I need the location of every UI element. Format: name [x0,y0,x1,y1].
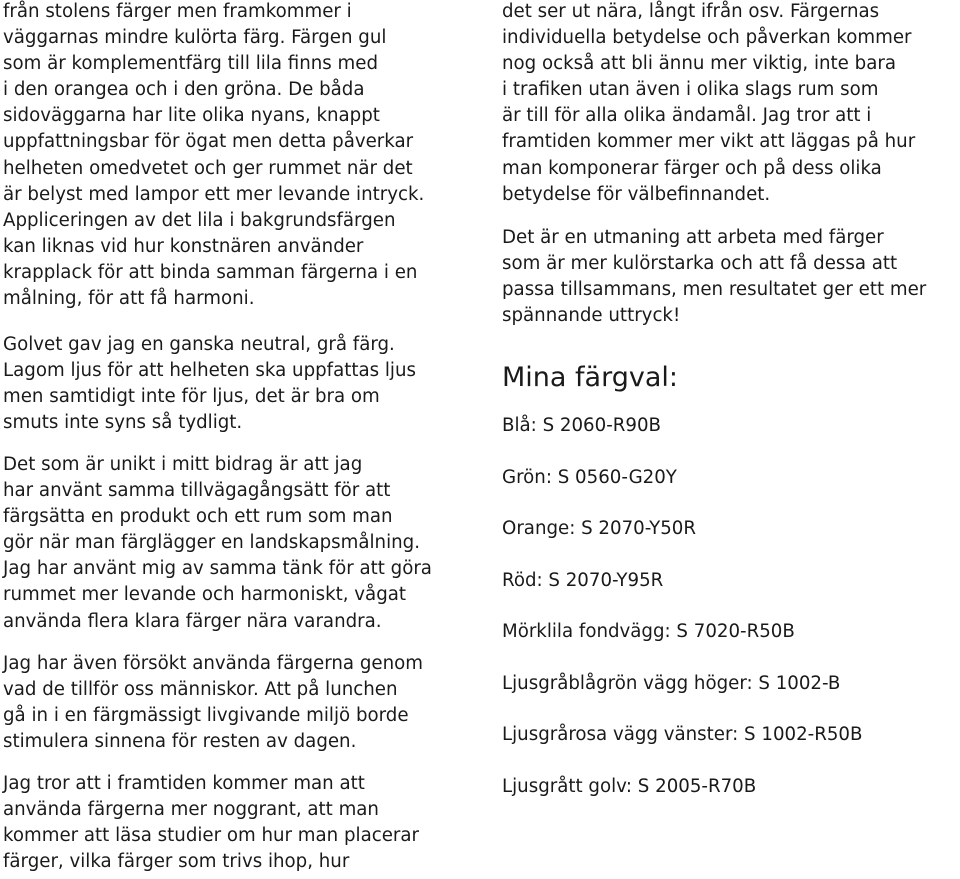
color-choices-list [502,413,862,825]
paragraph-unique-contribution: Det som är unikt i mitt bidrag är att jag har använt samma tillvägagångsätt för att färgsätta en produkt och ett rum som man gör när man färglägger en landskapsmålning. Jag har använt mig av samma tänk för att göra rummet mer levande och harmoniskt, vågat använda flera klara färger nära varandra. [3,454,432,632]
color-choice-red: Röd: S 2070-Y95R [502,569,664,591]
color-choice-orange: Orange: S 2070-Y50R [502,518,697,539]
color-choices-heading: Mina färgval: [502,362,678,393]
paragraph-future: Jag tror att i framtiden kommer man att använda färgerna mer noggrant, att man kommer att läsa studier om hur man placerar färger, vilka färger som trivs ihop, hur [3,773,420,873]
paragraph-future-continued: det ser ut nära, långt ifrån osv. Färgernas individuella betydelse och påverkan kommer nog också att bli ännu mer viktig, inte bara i trafiken utan även i olika slags rum som är till för alla olika ändamål. Jag tror att i framtiden kommer mer vikt att läggas på hur man komponerar färger och på dess olika betydelse för välbefinnandet. [502,1,916,205]
color-choice-dark-purple-wall: Mörklila fondvägg: S 7020-R50B [502,621,795,642]
color-choice-left-wall: Ljusgrårosa vägg vänster: S 1002-R50B [502,724,863,745]
paragraph-floor: Golvet gav jag en ganska neutral, grå färg. Lagom ljus för att helheten ska uppfattas ljus men samtidigt inte för ljus, det är bra om smuts inte syns så tydligt. [3,334,416,434]
paragraph-human-benefit: Jag har även försökt använda färgerna genom vad de tillför oss människor. Att på lunchen gå in i en färgmässigt livgivande miljö borde stimulera sinnena för resten av dagen. [3,653,423,753]
color-choice-floor: Ljusgrått golv: S 2005-R70B [502,775,757,797]
color-choice-green: Grön: S 0560-G20Y [502,466,677,488]
color-choice-blue: Blå: S 2060-R90B [502,415,662,436]
paragraph-challenge: Det är en utmaning att arbeta med färger som är mer kulörstarka och att få dessa att passa tillsammans, men resultatet ger ett mer spännande uttryck! [502,227,927,327]
color-choice-right-wall: Ljusgråblågrön vägg höger: S 1002-B [502,672,841,694]
paragraph-color-harmony: från stolens färger men framkommer i väggarnas mindre kulörta färg. Färgen gul som är komplementfärg till lila finns med i den orangea och i den gröna. De båda sidoväggarna har lite olika nyans, knappt uppfattningsbar för ögat men detta påverkar helheten omedvetet och ger rummet när det är belyst med lampor ett mer levande intryck. Appliceringen av det lila i bakgrundsfärgen kan liknas vid hur konstnären använder krapplack för att binda samman färgerna i en målning, för att få harmoni. [3,1,425,310]
